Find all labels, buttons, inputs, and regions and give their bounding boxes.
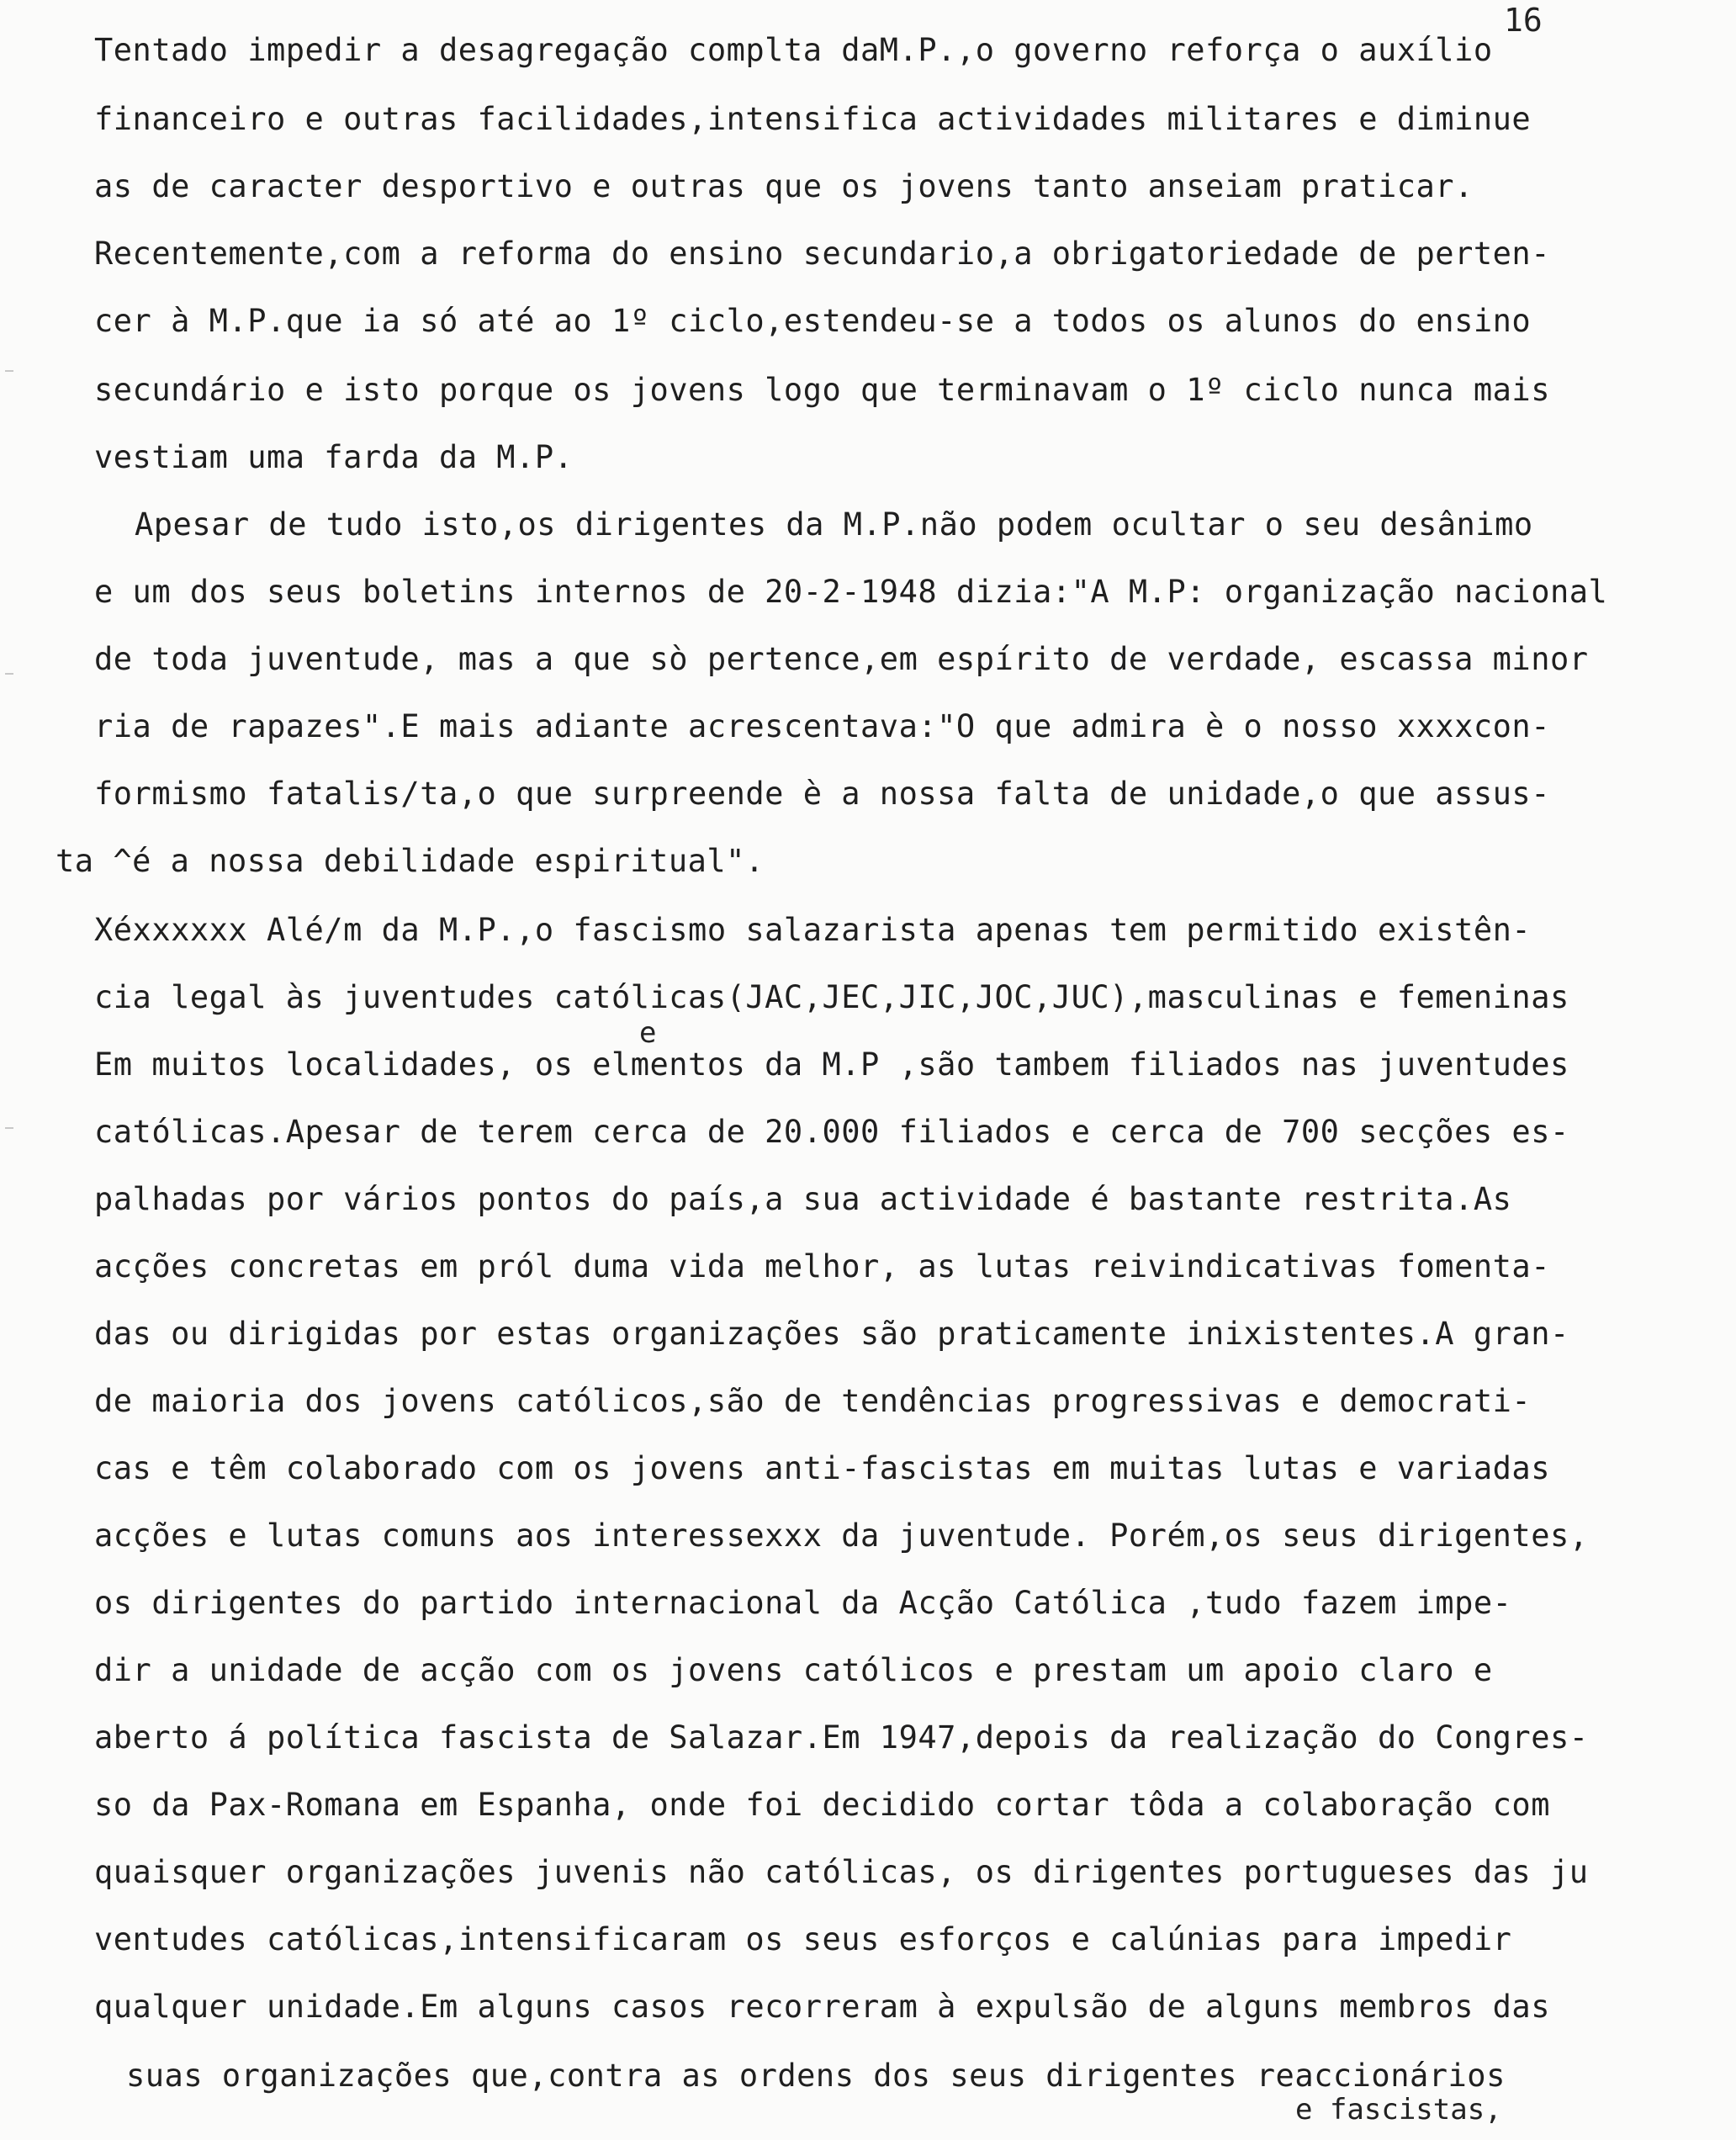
text-line: so da Pax-Romana em Espanha, onde foi decidido cortar tôda a colaboração com: [94, 1787, 1550, 1823]
text-line: ventudes católicas,intensificaram os seus esforços e calúnias para impedir: [94, 1921, 1512, 1957]
margin-mark: [5, 1127, 13, 1129]
text-line: acções e lutas comuns aos interessexxx da juventude. Porém,os seus dirigentes,: [94, 1518, 1589, 1554]
text-line: católicas.Apesar de terem cerca de 20.000 filiados e cerca de 700 secções es-: [94, 1114, 1569, 1150]
page-number: 16: [1504, 2, 1543, 39]
text-line: vestiam uma farda da M.P.: [94, 439, 574, 475]
text-line: financeiro e outras facilidades,intensifica actividades militares e diminue: [94, 101, 1532, 137]
text-line: palhadas por vários pontos do país,a sua actividade é bastante restrita.As: [94, 1181, 1512, 1217]
text-line: aberto á política fascista de Salazar.Em 1947,depois da realização do Congres-: [94, 1719, 1589, 1756]
text-line: Tentado impedir a desagregação complta daM.P.,o governo reforça o auxílio: [94, 32, 1493, 68]
interlinear-insertion: e: [639, 1016, 657, 1050]
margin-mark: [5, 673, 13, 675]
text-line: ria de rapazes".E mais adiante acrescentava:"O que admira è o nosso xxxxcon-: [94, 708, 1550, 744]
text-line: qualquer unidade.Em alguns casos recorreram à expulsão de alguns membros das: [94, 1989, 1550, 2025]
text-line: dir a unidade de acção com os jovens católicos e prestam um apoio claro e: [94, 1652, 1493, 1688]
text-line: secundário e isto porque os jovens logo que terminavam o 1º ciclo nunca mais: [94, 372, 1550, 408]
text-line: as de caracter desportivo e outras que os jovens tanto anseiam praticar.: [94, 168, 1474, 204]
text-line: acções concretas em pról duma vida melhor, as lutas reivindicativas fomenta-: [94, 1248, 1550, 1285]
text-line: os dirigentes do partido internacional da Acção Católica ,tudo fazem impe-: [94, 1585, 1512, 1621]
text-line: cia legal às juventudes católicas(JAC,JEC,JIC,JOC,JUC),masculinas e femeninas: [94, 979, 1569, 1015]
text-line-continuation: e fascistas,: [1295, 2093, 1502, 2127]
text-line: Recentemente,com a reforma do ensino secundario,a obrigatoriedade de perten-: [94, 236, 1550, 272]
margin-mark: [5, 370, 13, 372]
text-line: Em muitos localidades, os elmentos da M.P ,são tambem filiados nas juventudes: [94, 1046, 1569, 1083]
text-line: cer à M.P.que ia só até ao 1º ciclo,estendeu-se a todos os alunos do ensino: [94, 303, 1532, 339]
text-line: ta ^é a nossa debilidade espiritual".: [56, 843, 765, 879]
text-line: de toda juventude, mas a que sò pertence,em espírito de verdade, escassa minor: [94, 641, 1589, 677]
text-line: cas e têm colaborado com os jovens anti-fascistas em muitas lutas e variadas: [94, 1450, 1550, 1486]
text-line: de maioria dos jovens católicos,são de tendências progressivas e democrati-: [94, 1383, 1532, 1419]
text-line: Apesar de tudo isto,os dirigentes da M.P.não podem ocultar o seu desânimo: [135, 506, 1533, 543]
text-line: formismo fatalis/ta,o que surpreende è a nossa falta de unidade,o que assus-: [94, 776, 1550, 812]
text-line: e um dos seus boletins internos de 20-2-1948 dizia:"A M.P: organização nacional: [94, 574, 1608, 610]
text-line: Xéxxxxxx Alé/m da M.P.,o fascismo salazarista apenas tem permitido existên-: [94, 912, 1532, 948]
text-line: quaisquer organizações juvenis não católicas, os dirigentes portugueses das ju: [94, 1854, 1589, 1890]
text-line: das ou dirigidas por estas organizações são praticamente inixistentes.A gran-: [94, 1316, 1569, 1352]
text-line: suas organizações que,contra as ordens dos seus dirigentes reaccionários: [126, 2058, 1506, 2094]
